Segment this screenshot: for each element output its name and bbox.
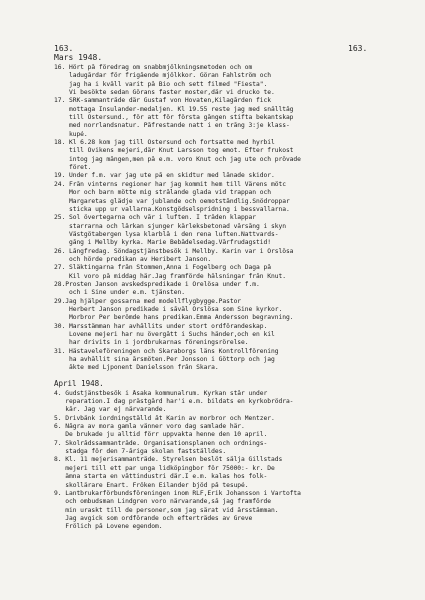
text-line: Morbror Per berömde hans predikan.Emma Andersson begravning. <box>54 314 294 322</box>
month-heading: Mars 1948. <box>54 53 103 62</box>
text-line: reparation.I dag prästgård har'i e.m. bildats en kyrkobrödra- <box>54 398 294 406</box>
page-number: 163. <box>54 44 74 53</box>
text-line: De brukade ju alltid förr uppvakta henne den 10 april. <box>54 431 268 439</box>
text-line: min uraskt till de personer,som jag särat vid årsstämman. <box>54 506 279 514</box>
text-line: 29.Jag hjälper gossarna med modellflygbygge.Pastor <box>54 297 242 305</box>
text-line: intog jag mången,men på e.m. voro Knut och jag ute och prövade <box>54 155 301 163</box>
text-line: Västgötabergen lysa klarblå i den rena luften.Nattvards- <box>54 230 279 238</box>
text-line: och hörde predikan av Heribert Janson. <box>54 255 212 263</box>
text-line: 27. Släktingarna från Stommen,Anna i Fogelberg och Daga på <box>54 264 271 272</box>
text-line: 19. Under f.m. var jag ute på en skidtur med lånade skidor. <box>54 172 275 180</box>
text-line: 24. Från vinterns regioner har jag kommit hem till Värens mötc <box>54 180 286 188</box>
text-line: Herbert Janson predikade i såväl Örslösa som Sine kyrkor. <box>54 305 283 313</box>
text-line: Jag avgick som ordförande och efterträdes av Greve <box>54 514 253 522</box>
text-line: 5. Drivbänk iordningställd åt Karin av morbror och Mentzer. <box>54 414 275 422</box>
text-line: 4. Gudstjänstbesök i Åsaka kommunalrum. Kyrkan står under <box>54 389 268 397</box>
text-line: stadga för den 7-åriga skolan fastställdes. <box>54 448 227 456</box>
page-number-right: 163. <box>348 44 368 53</box>
text-line: jag ha i kväll varit på Bio och sett filmed "Fiesta". <box>54 80 268 88</box>
text-line: har drivits in i jordbrukarnas föreningsrörelse. <box>54 339 249 347</box>
text-line: Kil voro på middag här.Jag framförde hälsningar från Knut. <box>54 272 286 280</box>
text-line: Vi besökte sedan Görans faster moster,där vi drucko te. <box>54 89 275 97</box>
text-line: 28.Prosten Janson avskedspredikade i Örelösa under f.m. <box>54 280 260 288</box>
april-heading: April 1948. <box>54 378 104 388</box>
text-line: Margaretas glädje var jublande och oemotståndlig.Snödroppar <box>54 197 290 205</box>
text-line: och ombudsman Lindgren voro närvarande,så jag framförde <box>54 498 271 506</box>
text-line: 17. SRK-sammanträde där Gustaf von Hovaten,Kilagården fick <box>54 97 271 105</box>
text-line: 30. Marsstämman har avhållits under stort ordförandeskap. <box>54 322 268 330</box>
text-line: sticka upp ur vallarna.Konstgödselspridning i bessvallarna. <box>54 205 290 213</box>
text-line: 8. Kl. 11 mejerisammanträde. Styrelsen beslöt sälja Gillstads <box>54 456 283 464</box>
text-line: 6. Några av mora gamla vänner voro dag samlade här. <box>54 423 245 431</box>
text-line: ladugårdar för frigående mjölkkor. Göran Fahlström och <box>54 72 271 80</box>
text-line: kår. Jag var ej närvarande. <box>54 406 167 414</box>
text-line: ha avhållit sina årsmöten.Per Jonsson i Göttorp och jag <box>54 356 275 364</box>
text-line: gång i Mellby kyrka. Marie Bebådelsedag.Vårfrudagstid! <box>54 239 271 247</box>
text-line: kupé. <box>54 130 88 138</box>
text-line: till Ovikens mejeri,där Knut Larsson tog emot. Efter frukost <box>54 147 294 155</box>
text-line: och i Sine under e.m. tjänsten. <box>54 289 185 297</box>
text-line: 31. Hästaveleföreningen och Skaraborgs läns Kontrollförening <box>54 347 279 355</box>
text-line: med norrlandsnatur. Påfrestande natt i en trång 3:je klass- <box>54 122 290 130</box>
text-line: Frölich på Lovene egendom. <box>54 523 163 531</box>
text-line: ämna starta en vättindustri där.I e.m. kalas hos folk- <box>54 473 268 481</box>
text-line: åkte med Ljponent Danielsson från Skara. <box>54 364 219 372</box>
text-line: starrarna och lärkan sjunger kärleksbetonad vårsång i skyn <box>54 222 286 230</box>
march-entries <box>54 64 391 373</box>
text-line: Lovene mejeri har nu övergått i Suchs händer,och en kil <box>54 331 275 338</box>
text-line: mejeri till ett par unga lidköpingbor för 75000:- kr. De <box>54 464 275 472</box>
text-line: till Östersund., för att för första gången stifta bekantskap <box>54 114 294 122</box>
text-line: skollärare Enart. Fröken Eilander bjöd på tesupé. <box>54 481 249 489</box>
text-line: föret. <box>54 164 92 172</box>
text-line: 18. Kl 6.28 kom jag till Östersund och fortsatte med hyrbil <box>54 139 275 147</box>
april-entries <box>54 390 391 532</box>
text-line: Mor och barn mötte mig strålande glada vid trappan och <box>54 189 271 197</box>
text-line: 16. Hört på föredrag om snabbmjölkningsmetoden och om <box>54 64 253 71</box>
text-line: mottaga Insulander-medaljen. Kl 19.55 reste jag med snälltåg <box>54 105 294 113</box>
text-line: 7. Skolrådssammanträde. Organisationsplanen och ordnings- <box>54 439 268 447</box>
text-line: 25. Sol övertegarna och vår i luften. I träden klappar <box>54 214 257 222</box>
text-line: 26. Långfredag. Söndagstjänstbesök i Mellby. Karin var i Örslösa <box>54 247 294 255</box>
text-line: 9. Lantbrukarförbundsföreningen inom RLF,Erik Johansson i Vartofta <box>54 489 301 497</box>
